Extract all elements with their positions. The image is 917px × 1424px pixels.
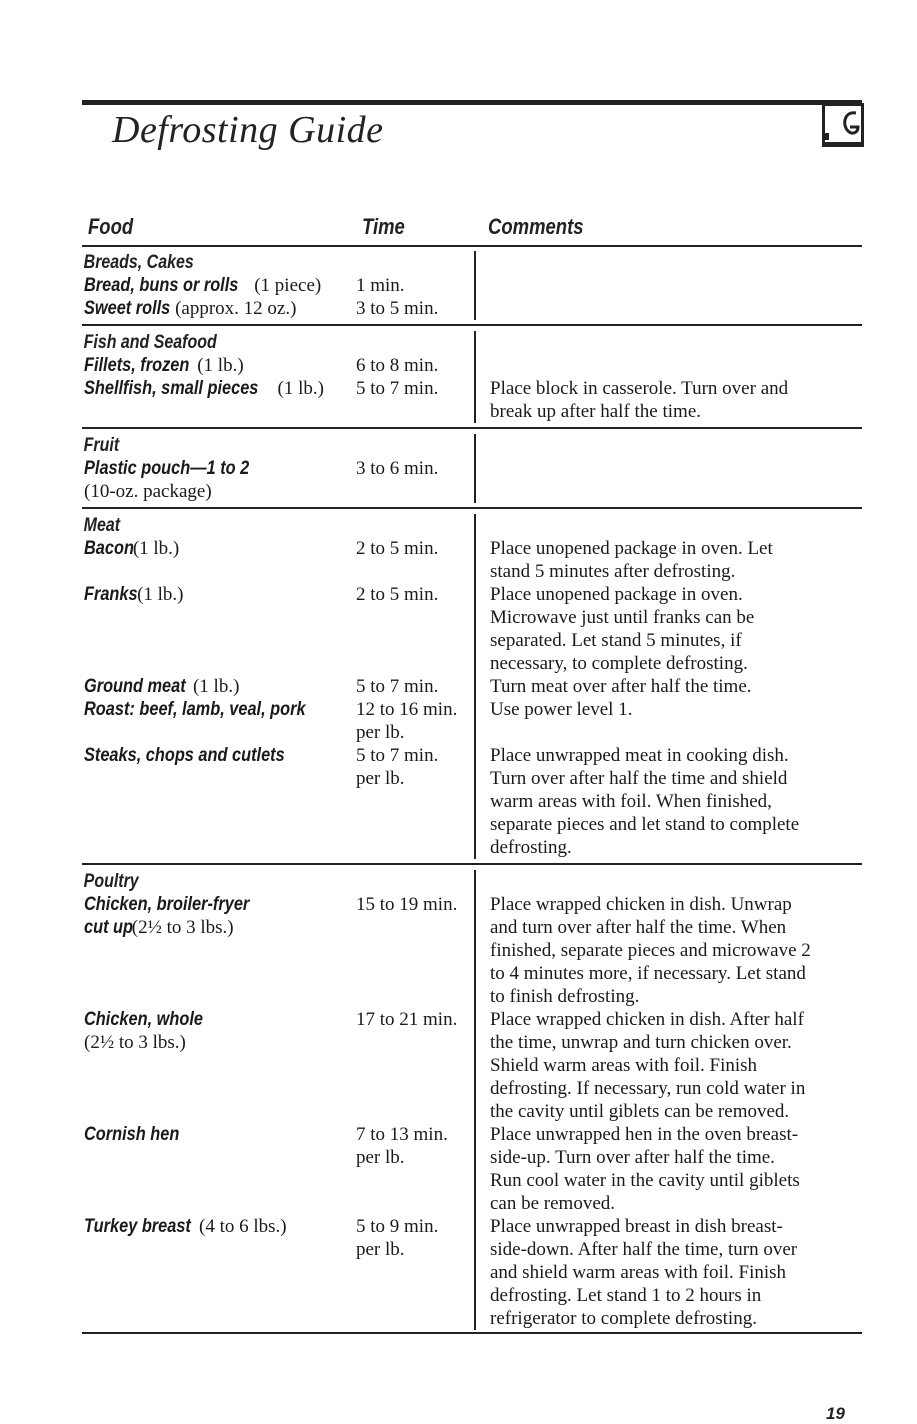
time-value: per lb. bbox=[356, 1147, 405, 1168]
comment-line: the time, unwrap and turn chicken over. bbox=[490, 1032, 792, 1053]
time-cell bbox=[356, 675, 486, 698]
food-quantity: (2½ to 3 lbs.) bbox=[84, 1032, 186, 1053]
page-number: 19 bbox=[826, 1404, 845, 1423]
comments-cell bbox=[486, 675, 850, 698]
time-cell bbox=[356, 274, 486, 297]
table-header bbox=[82, 214, 862, 244]
comment-line: break up after half the time. bbox=[490, 401, 702, 422]
comment-line: Place wrapped chicken in dish. Unwrap bbox=[490, 894, 792, 915]
food-item-row bbox=[82, 274, 862, 297]
food-cell bbox=[82, 377, 356, 423]
group-name: Poultry bbox=[83, 871, 139, 892]
food-cell bbox=[82, 583, 356, 675]
time-value: 3 to 6 min. bbox=[356, 458, 439, 479]
food-quantity: (1 lb.) bbox=[272, 378, 324, 399]
food-quantity: (10-oz. package) bbox=[84, 481, 212, 502]
group-divider bbox=[82, 863, 862, 865]
column-divider bbox=[474, 870, 476, 1330]
food-cell bbox=[82, 274, 356, 297]
food-item-row bbox=[82, 1215, 862, 1330]
comment-line: warm areas with foil. When finished, bbox=[490, 791, 772, 812]
food-name: Bread, buns or rolls bbox=[84, 275, 239, 296]
food-cell bbox=[82, 354, 356, 377]
time-value: 15 to 19 min. bbox=[356, 894, 458, 915]
header-comments: Comments bbox=[488, 214, 584, 239]
food-item-row bbox=[82, 1123, 862, 1215]
food-name: Sweet rolls bbox=[84, 298, 171, 319]
comment-line: can be removed. bbox=[490, 1193, 616, 1214]
comment-line: Place wrapped chicken in dish. After half bbox=[490, 1009, 804, 1030]
time-value: 5 to 7 min. bbox=[356, 676, 439, 697]
food-cell bbox=[82, 1008, 356, 1123]
food-name: Ground meat bbox=[84, 676, 186, 697]
food-cell bbox=[82, 1215, 356, 1330]
time-value: 5 to 9 min. bbox=[356, 1216, 439, 1237]
group-name: Fruit bbox=[83, 435, 120, 456]
food-item-row bbox=[82, 744, 862, 859]
comment-line: Place unwrapped hen in the oven breast- bbox=[490, 1124, 799, 1145]
time-cell bbox=[356, 537, 486, 583]
comment-line: the cavity until giblets can be removed. bbox=[490, 1101, 790, 1122]
comment-line: defrosting. If necessary, run cold water in bbox=[490, 1078, 806, 1099]
comment-line: Place unwrapped meat in cooking dish. bbox=[490, 745, 789, 766]
food-name: Cornish hen bbox=[84, 1124, 180, 1145]
comments-cell bbox=[486, 377, 850, 423]
time-value: 2 to 5 min. bbox=[356, 538, 439, 559]
comment-line: finished, separate pieces and microwave 2 bbox=[490, 940, 811, 961]
time-cell bbox=[356, 698, 486, 744]
defrosting-table bbox=[82, 251, 862, 1334]
group-divider bbox=[82, 324, 862, 326]
food-cell bbox=[82, 744, 356, 859]
food-group bbox=[82, 434, 862, 503]
comment-line: Place block in casserole. Turn over and bbox=[490, 378, 789, 399]
group-name: Breads, Cakes bbox=[83, 252, 194, 273]
group-name: Meat bbox=[83, 515, 121, 536]
comment-line: and turn over after half the time. When bbox=[490, 917, 787, 938]
comment-line: Place unopened package in oven. bbox=[490, 584, 743, 605]
page-title: Defrosting Guide bbox=[112, 109, 384, 151]
food-quantity: (1 lb.) bbox=[132, 584, 184, 605]
food-name-cont: cut up bbox=[84, 917, 134, 938]
time-cell bbox=[356, 377, 486, 423]
food-name: Bacon bbox=[84, 538, 134, 559]
time-cell bbox=[356, 893, 486, 1008]
food-cell bbox=[82, 675, 356, 698]
food-cell bbox=[82, 698, 356, 744]
comment-line: Run cool water in the cavity until giblets bbox=[490, 1170, 800, 1191]
comment-line: separated. Let stand 5 minutes, if bbox=[490, 630, 742, 651]
food-item-row bbox=[82, 457, 862, 503]
comment-line: Shield warm areas with foil. Finish bbox=[490, 1055, 758, 1076]
food-quantity: (1 piece) bbox=[249, 275, 322, 296]
time-value: 1 min. bbox=[356, 275, 405, 296]
time-value: 5 to 7 min. bbox=[356, 745, 439, 766]
food-name: Chicken, broiler-fryer bbox=[84, 894, 250, 915]
time-value: 17 to 21 min. bbox=[356, 1009, 458, 1030]
column-divider bbox=[474, 514, 476, 859]
food-item-row bbox=[82, 698, 862, 744]
comment-line: defrosting. bbox=[490, 837, 572, 858]
comment-line: Turn meat over after half the time. bbox=[490, 676, 752, 697]
comment-line: Place unopened package in oven. Let bbox=[490, 538, 773, 559]
comments-cell bbox=[486, 537, 850, 583]
group-name: Fish and Seafood bbox=[83, 332, 217, 353]
time-value: 2 to 5 min. bbox=[356, 584, 439, 605]
food-name: Fillets, frozen bbox=[84, 355, 190, 376]
food-name: Turkey breast bbox=[84, 1216, 191, 1237]
comment-line: refrigerator to complete defrosting. bbox=[490, 1308, 757, 1329]
time-value: per lb. bbox=[356, 722, 405, 743]
food-group bbox=[82, 514, 862, 859]
food-group bbox=[82, 251, 862, 320]
time-value: per lb. bbox=[356, 768, 405, 789]
time-value: per lb. bbox=[356, 1239, 405, 1260]
time-value: 6 to 8 min. bbox=[356, 355, 439, 376]
time-cell bbox=[356, 297, 486, 320]
comments-cell bbox=[486, 1008, 850, 1123]
food-quantity: (2½ to 3 lbs.) bbox=[127, 917, 234, 938]
food-name: Roast: beef, lamb, veal, pork bbox=[84, 699, 306, 720]
comment-line: side-down. After half the time, turn over bbox=[490, 1239, 798, 1260]
time-cell bbox=[356, 744, 486, 859]
comments-cell bbox=[486, 893, 850, 1008]
group-divider bbox=[82, 507, 862, 509]
time-value: 12 to 16 min. bbox=[356, 699, 458, 720]
comments-cell bbox=[486, 457, 850, 503]
time-value: 5 to 7 min. bbox=[356, 378, 439, 399]
comment-line: necessary, to complete defrosting. bbox=[490, 653, 748, 674]
comment-line: separate pieces and let stand to complete bbox=[490, 814, 800, 835]
header-food: Food bbox=[88, 214, 134, 239]
time-cell bbox=[356, 457, 486, 503]
comment-line: Use power level 1. bbox=[490, 699, 633, 720]
bottom-rule bbox=[82, 1332, 862, 1334]
food-item-row bbox=[82, 675, 862, 698]
time-cell bbox=[356, 1008, 486, 1123]
food-name: Franks bbox=[84, 584, 138, 605]
food-item-row bbox=[82, 354, 862, 377]
food-cell bbox=[82, 457, 356, 503]
food-name: Plastic pouch—1 to 2 bbox=[84, 458, 250, 479]
food-name: Steaks, chops and cutlets bbox=[84, 745, 285, 766]
comments-cell bbox=[486, 1215, 850, 1330]
comments-cell bbox=[486, 297, 850, 320]
food-cell bbox=[82, 537, 356, 583]
header-rule bbox=[82, 245, 862, 247]
time-cell bbox=[356, 1215, 486, 1330]
food-quantity: (1 lb.) bbox=[128, 538, 180, 559]
food-group bbox=[82, 870, 862, 1330]
food-name: Chicken, whole bbox=[84, 1009, 203, 1030]
comment-line: Place unwrapped breast in dish breast- bbox=[490, 1216, 783, 1237]
comments-cell bbox=[486, 744, 850, 859]
comment-line: side-up. Turn over after half the time. bbox=[490, 1147, 775, 1168]
food-cell bbox=[82, 893, 356, 1008]
comments-cell bbox=[486, 354, 850, 377]
food-item-row bbox=[82, 1008, 862, 1123]
food-quantity: (1 lb.) bbox=[192, 355, 244, 376]
comment-line: and shield warm areas with foil. Finish bbox=[490, 1262, 787, 1283]
comment-line: defrosting. Let stand 1 to 2 hours in bbox=[490, 1285, 762, 1306]
food-item-row bbox=[82, 583, 862, 675]
food-cell bbox=[82, 1123, 356, 1215]
time-value: 3 to 5 min. bbox=[356, 298, 439, 319]
food-quantity: (4 to 6 lbs.) bbox=[194, 1216, 287, 1237]
group-divider bbox=[82, 427, 862, 429]
header-time: Time bbox=[362, 214, 405, 239]
comments-cell bbox=[486, 698, 850, 744]
comment-line: stand 5 minutes after defrosting. bbox=[490, 561, 736, 582]
time-cell bbox=[356, 583, 486, 675]
comment-line: to finish defrosting. bbox=[490, 986, 640, 1007]
comment-line: to 4 minutes more, if necessary. Let stand bbox=[490, 963, 806, 984]
food-quantity: (1 lb.) bbox=[188, 676, 240, 697]
time-value: 7 to 13 min. bbox=[356, 1124, 448, 1145]
food-item-row bbox=[82, 377, 862, 423]
food-name: Shellfish, small pieces bbox=[84, 378, 259, 399]
comment-line: Microwave just until franks can be bbox=[490, 607, 755, 628]
food-item-row bbox=[82, 297, 862, 320]
food-quantity: (approx. 12 oz.) bbox=[170, 298, 297, 319]
top-rule bbox=[82, 100, 862, 105]
food-cell bbox=[82, 297, 356, 320]
comments-cell bbox=[486, 1123, 850, 1215]
comment-line: Turn over after half the time and shield bbox=[490, 768, 788, 789]
food-item-row bbox=[82, 893, 862, 1008]
food-item-row bbox=[82, 537, 862, 583]
page-tab-icon bbox=[822, 103, 864, 147]
food-group bbox=[82, 331, 862, 423]
comments-cell bbox=[486, 274, 850, 297]
comments-cell bbox=[486, 583, 850, 675]
time-cell bbox=[356, 354, 486, 377]
time-cell bbox=[356, 1123, 486, 1215]
